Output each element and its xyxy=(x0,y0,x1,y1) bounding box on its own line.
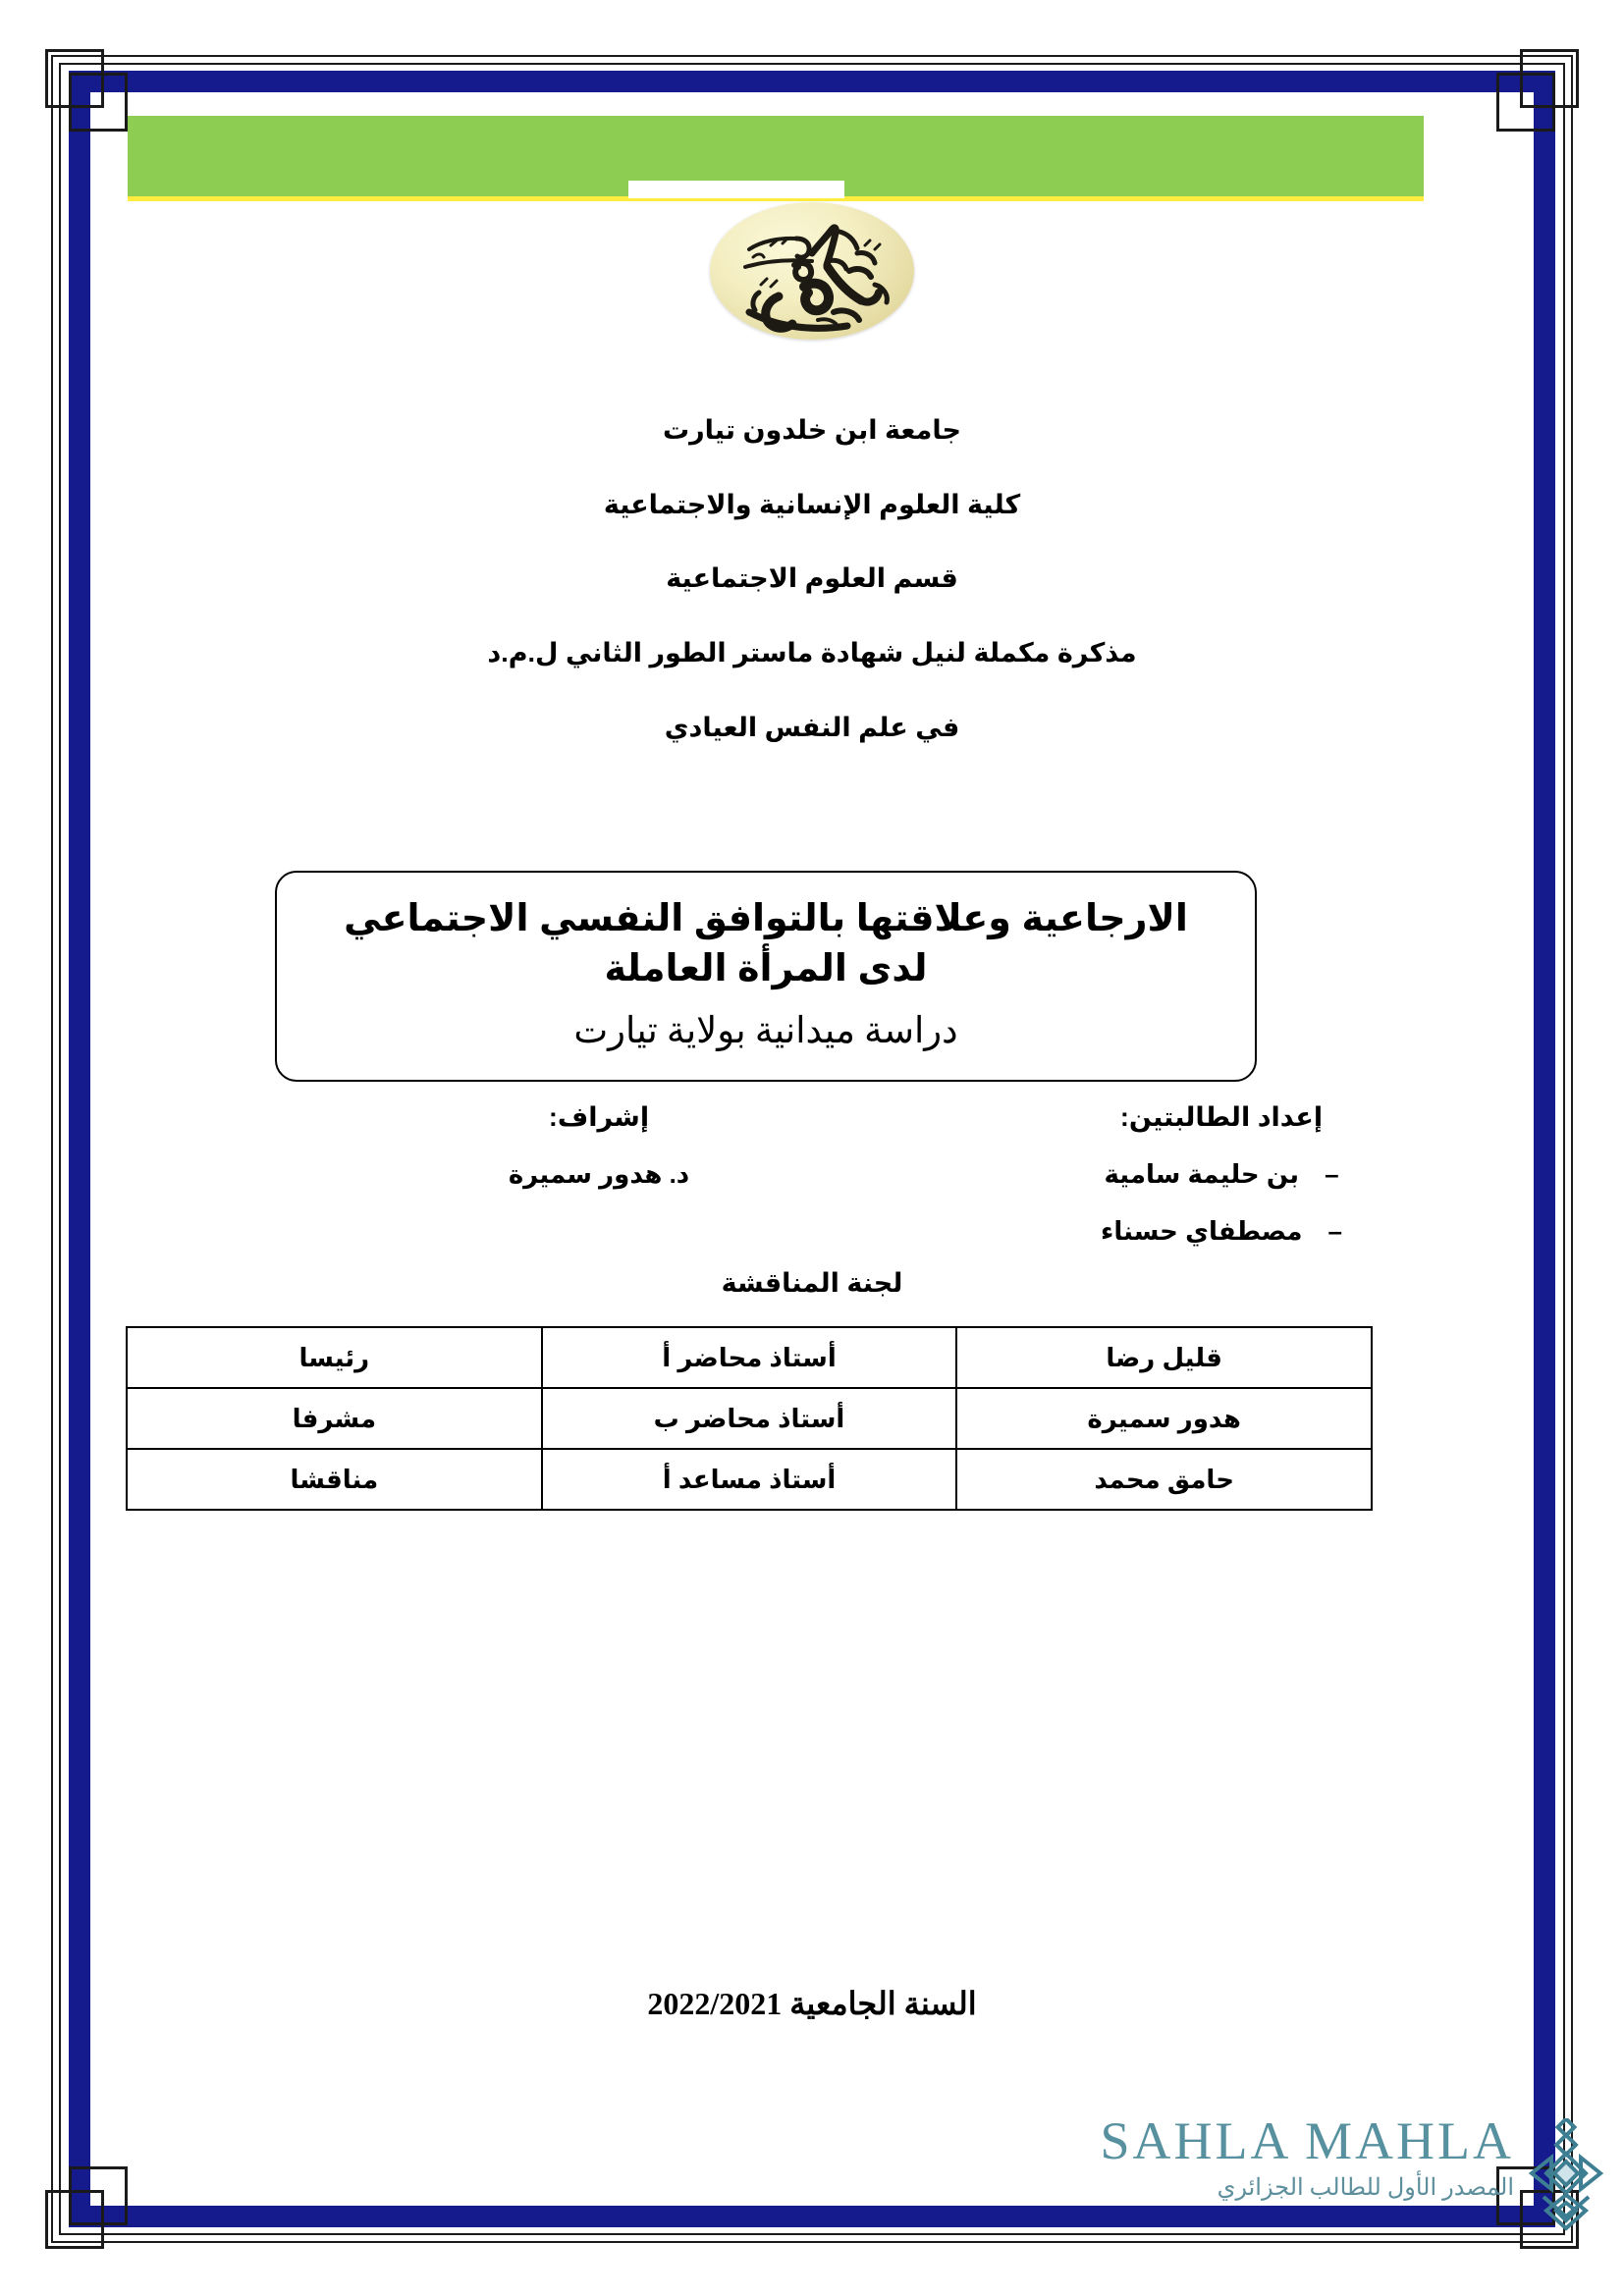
jury-member-role: مشرفا xyxy=(127,1388,542,1449)
watermark-subtitle: المصدر الأول للطالب الجزائري xyxy=(1217,2175,1514,2201)
university-name: جامعة ابن خلدون تيارت xyxy=(662,415,961,445)
border-corner-top-left xyxy=(45,49,104,108)
page-content xyxy=(108,108,1516,2188)
jury-member-rank: أستاذ محاضر ب xyxy=(542,1388,957,1449)
border-corner-bottom-left xyxy=(45,2190,104,2249)
table-row xyxy=(127,1327,1372,1388)
student-name: بن حليمة سامية xyxy=(1104,1159,1300,1189)
watermark-text xyxy=(1100,2111,1514,2202)
jury-member-role: رئيسا xyxy=(127,1327,542,1388)
table-row xyxy=(127,1449,1372,1510)
watermark xyxy=(1100,2111,1608,2239)
jury-member-rank: أستاذ مساعد أ xyxy=(542,1449,957,1510)
banner-notch xyxy=(628,181,844,198)
supervisor-name: د. هدور سميرة xyxy=(508,1159,690,1189)
jury-member-rank: أستاذ محاضر أ xyxy=(542,1327,957,1388)
berber-diamond-ornament-icon xyxy=(1524,2118,1608,2239)
faculty-name: كلية العلوم الإنسانية والاجتماعية xyxy=(603,490,1021,519)
students-column xyxy=(966,1102,1477,1247)
thesis-title-box xyxy=(275,871,1257,1082)
ibn-khaldoun-university-logo xyxy=(710,202,914,340)
list-dash: – xyxy=(1327,1216,1342,1246)
table-row xyxy=(127,1388,1372,1449)
specialization: في علم النفس العيادي xyxy=(664,713,960,742)
jury-member-name: قليل رضا xyxy=(956,1327,1372,1388)
degree-statement: مذكرة مكملة لنيل شهادة ماستر الطور الثاني ل.م.د xyxy=(487,638,1137,667)
jury-member-name: حامق محمد xyxy=(956,1449,1372,1510)
list-dash: – xyxy=(1325,1159,1339,1189)
jury-heading: لجنة المناقشة xyxy=(721,1268,903,1298)
supervisor-column xyxy=(403,1102,795,1190)
thesis-title-line1: الارجاعية وعلاقتها بالتوافق النفسي الاجتماعي xyxy=(344,898,1188,939)
watermark-title: SAHLA MAHLA xyxy=(1100,2111,1514,2170)
jury-member-name: هدور سميرة xyxy=(956,1388,1372,1449)
thesis-subtitle: دراسة ميدانية بولاية تيارت xyxy=(573,1010,958,1051)
academic-year: السنة الجامعية 2022/2021 xyxy=(647,1986,977,2021)
logo-container xyxy=(108,202,1516,340)
jury-table xyxy=(126,1326,1373,1511)
students-heading: إعداد الطالبتين: xyxy=(1119,1102,1324,1132)
student-name: مصطفاي حسناء xyxy=(1101,1216,1303,1246)
thesis-title-line2: لدى المرأة العاملة xyxy=(604,948,928,990)
border-corner-top-right xyxy=(1520,49,1579,108)
jury-member-role: مناقشا xyxy=(127,1449,542,1510)
supervisor-heading: إشراف: xyxy=(548,1102,650,1132)
student-entry xyxy=(966,1216,1477,1247)
student-entry xyxy=(966,1159,1477,1190)
department-name: قسم العلوم الاجتماعية xyxy=(666,563,958,593)
